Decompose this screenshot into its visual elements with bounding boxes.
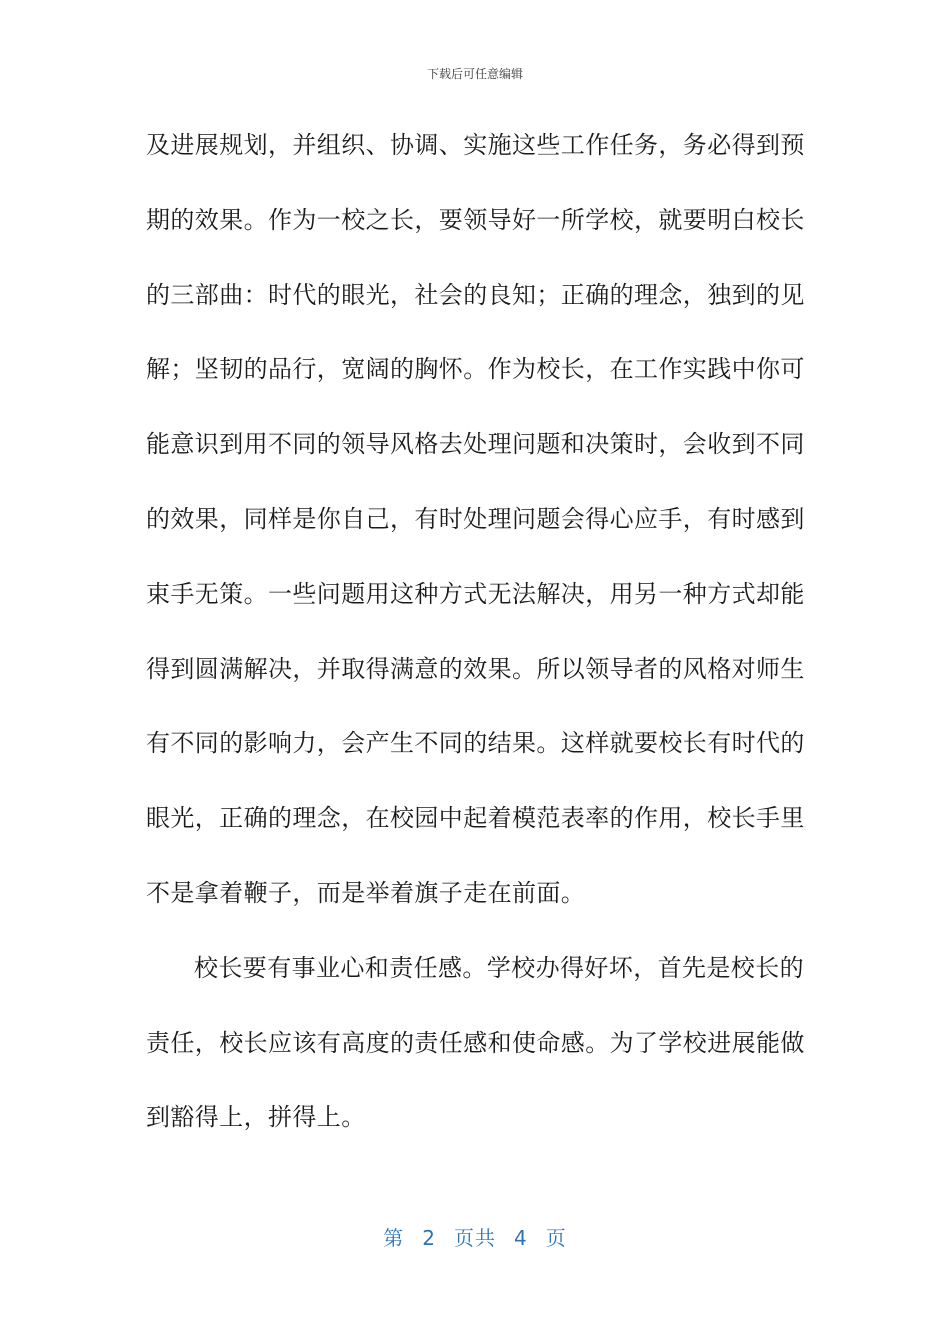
page-total: 4 [514,1226,528,1250]
text-line: 的效果，同样是你自己，有时处理问题会得心应手，有时感到 [146,504,805,533]
paragraph-first-line: 校长要有事业心和责任感。学校办得好坏，首先是校长的 [194,953,804,982]
text-line: 责任，校长应该有高度的责任感和使命感。为了学校进展能做 [146,1028,805,1057]
text-line: 的三部曲：时代的眼光，社会的良知；正确的理念，独到的见 [146,280,805,309]
text-line: 束手无策。一些问题用这种方式无法解决，用另一种方式却能 [146,579,805,608]
page-current: 2 [422,1226,436,1250]
text-line: 能意识到用不同的领导风格去处理问题和决策时，会收到不同 [146,430,805,459]
text-line: 不是拿着鞭子，而是举着旗子走在前面。 [146,878,586,907]
page-suffix: 页 [545,1226,567,1250]
text-line: 期的效果。作为一校之长，要领导好一所学校，就要明白校长 [146,205,805,234]
page-prefix: 第 [383,1226,405,1250]
page-middle: 页共 [454,1226,496,1250]
text-line: 及进展规划，并组织、协调、实施这些工作任务，务必得到预 [146,131,805,159]
text-line: 有不同的影响力，会产生不同的结果。这样就要校长有时代的 [146,729,805,758]
text-line: 到豁得上，拼得上。 [146,1103,366,1132]
document-body [146,108,805,1155]
text-line: 眼光，正确的理念，在校园中起着模范表率的作用，校长手里 [146,804,805,833]
text-line: 解；坚韧的品行，宽阔的胸怀。作为校长，在工作实践中你可 [146,355,805,384]
page-number-footer [0,1224,950,1252]
download-note: 下载后可任意编辑 [426,67,523,81]
text-line: 得到圆满解决，并取得满意的效果。所以领导者的风格对师生 [146,654,805,683]
